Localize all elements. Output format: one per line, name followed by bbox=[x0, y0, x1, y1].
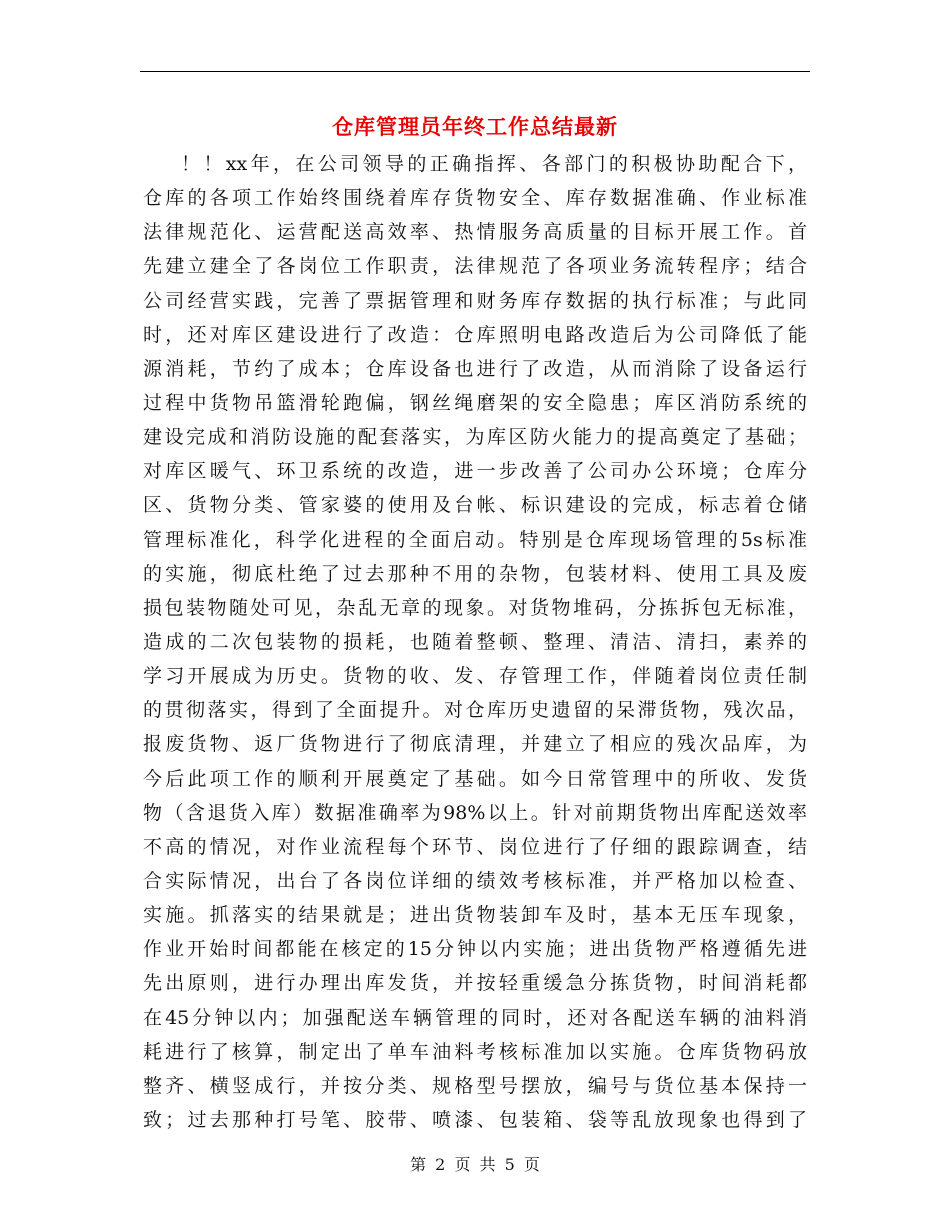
body-line: 损包装物随处可见，杂乱无章的现象。对货物堆码，分拣拆包无标准， bbox=[143, 596, 807, 619]
body-line: 耗进行了核算，制定出了单车油料考核标准加以实施。仓库货物码放 bbox=[143, 1040, 807, 1063]
body-line: 报废货物、返厂货物进行了彻底清理，并建立了相应的残次品库，为 bbox=[143, 733, 807, 756]
body-line: 先出原则，进行办理出库发货，并按轻重缓急分拣货物，时间消耗都 bbox=[143, 972, 807, 995]
body-line: 仓库的各项工作始终围绕着库存货物安全、库存数据准确、作业标准 bbox=[143, 187, 807, 210]
body-line: 整齐、横竖成行，并按分类、规格型号摆放，编号与货位基本保持一 bbox=[143, 1074, 807, 1097]
body-line: 实施。抓落实的结果就是；进出货物装卸车及时，基本无压车现象， bbox=[143, 904, 807, 927]
body-line: 时，还对库区建设进行了改造：仓库照明电路改造后为公司降低了能 bbox=[143, 323, 807, 346]
body-line: 不高的情况，对作业流程每个环节、岗位进行了仔细的跟踪调查，结 bbox=[143, 835, 807, 858]
body-line: 法律规范化、运营配送高效率、热情服务高质量的目标开展工作。首 bbox=[143, 221, 807, 244]
body-line: 的贯彻落实，得到了全面提升。对仓库历史遗留的呆滞货物，残次品， bbox=[143, 699, 807, 722]
document-title: 仓库管理员年终工作总结最新 bbox=[332, 114, 618, 139]
body-line: 过程中货物吊篮滑轮跑偏，钢丝绳磨架的安全隐患；库区消防系统的 bbox=[143, 391, 807, 414]
body-line: 建设完成和消防设施的配套落实，为库区防火能力的提高奠定了基础； bbox=[143, 426, 807, 449]
body-line: 先建立建全了各岗位工作职责，法律规范了各项业务流转程序；结合 bbox=[143, 255, 807, 278]
header-rule bbox=[140, 71, 810, 72]
body-line: 学习开展成为历史。货物的收、发、存管理工作，伴随着岗位责任制 bbox=[143, 665, 807, 688]
body-line: 对库区暖气、环卫系统的改造，进一步改善了公司办公环境；仓库分 bbox=[143, 460, 807, 483]
body-line: 在45分钟以内；加强配送车辆管理的同时，还对各配送车辆的油料消 bbox=[143, 1006, 807, 1029]
body-line: 物（含退货入库）数据准确率为98%以上。针对前期货物出库配送效率 bbox=[143, 801, 807, 824]
page-number-footer: 第 2 页 共 5 页 bbox=[410, 1155, 540, 1174]
body-line: 今后此项工作的顺利开展奠定了基础。如今日常管理中的所收、发货 bbox=[143, 767, 807, 790]
document-body bbox=[143, 147, 807, 1137]
body-line: 公司经营实践，完善了票据管理和财务库存数据的执行标准；与此同 bbox=[143, 289, 807, 312]
body-line: 源消耗，节约了成本；仓库设备也进行了改造，从而消除了设备运行 bbox=[143, 357, 807, 380]
body-line: 区、货物分类、管家婆的使用及台帐、标识建设的完成，标志着仓储 bbox=[143, 494, 807, 517]
body-line: ！！xx年，在公司领导的正确指挥、各部门的积极协助配合下， bbox=[181, 153, 807, 175]
body-line: 造成的二次包装物的损耗，也随着整顿、整理、清洁、清扫，素养的 bbox=[143, 630, 807, 653]
body-line: 致；过去那种打号笔、胶带、喷漆、包装箱、袋等乱放现象也得到了 bbox=[143, 1108, 807, 1131]
body-line: 的实施，彻底杜绝了过去那种不用的杂物，包装材料、使用工具及废 bbox=[143, 562, 807, 585]
body-line: 合实际情况，出台了各岗位详细的绩效考核标准，并严格加以检查、 bbox=[143, 869, 807, 892]
body-line: 管理标准化，科学化进程的全面启动。特别是仓库现场管理的5s标准 bbox=[143, 528, 807, 551]
body-line: 作业开始时间都能在核定的15分钟以内实施；进出货物严格遵循先进 bbox=[143, 938, 807, 961]
